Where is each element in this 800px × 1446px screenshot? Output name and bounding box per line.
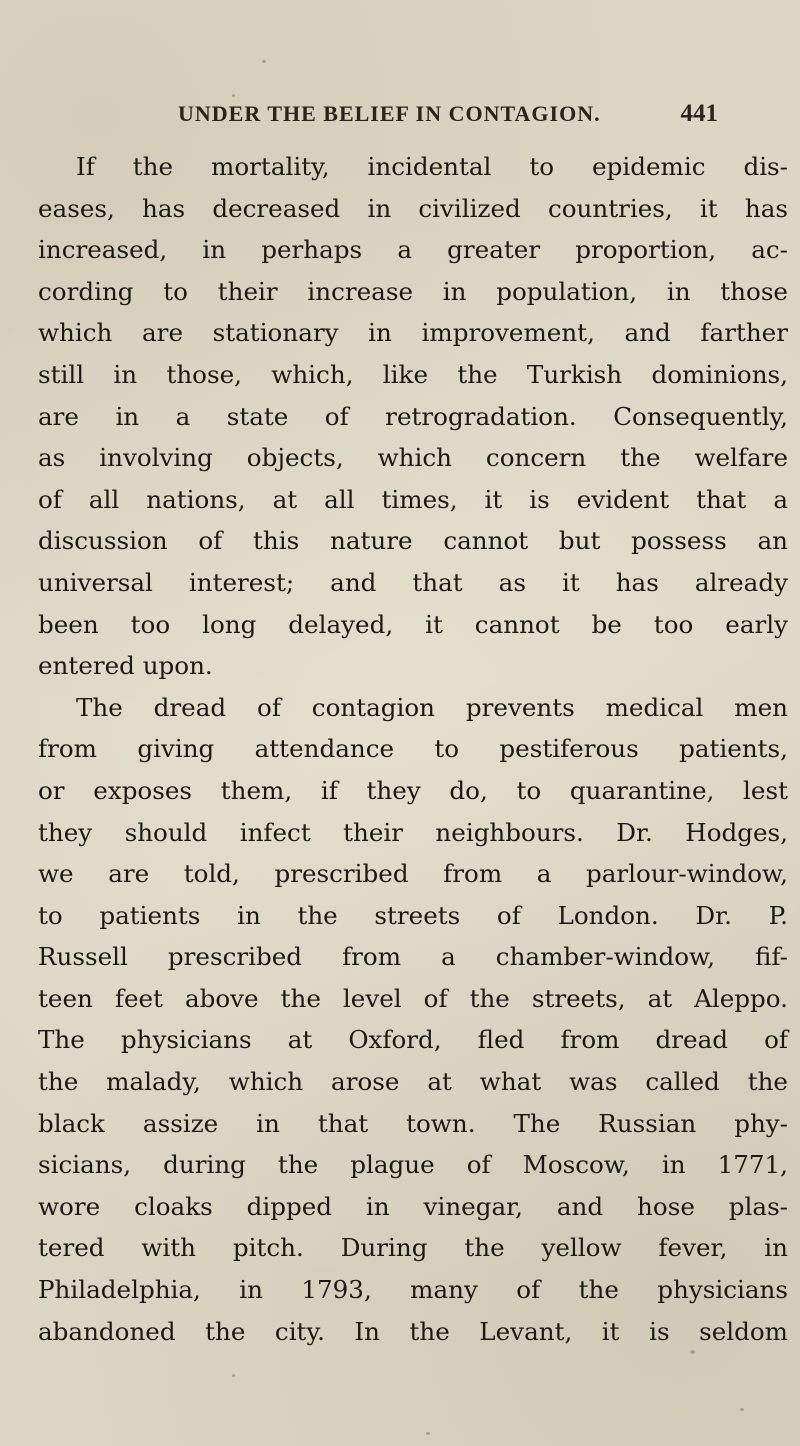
text-line: cording to their increase in population, in those	[38, 276, 788, 306]
text-line: they should infect their neighbours. Dr. Hodges,	[38, 817, 788, 847]
text-line: black assize in that town. The Russian phy-	[38, 1108, 788, 1138]
running-head	[178, 100, 718, 140]
text-line: entered upon.	[38, 651, 213, 681]
text-line: which are stationary in improvement, and farther	[38, 318, 788, 348]
text-line: sicians, during the plague of Moscow, in 1771,	[38, 1150, 788, 1180]
text-line: as involving objects, which concern the welfare	[38, 443, 788, 473]
text-line: Philadelphia, in 1793, many of the physicians	[38, 1275, 788, 1305]
text-line: eases, has decreased in civilized countries, it has	[38, 193, 788, 223]
text-line: still in those, which, like the Turkish dominions,	[38, 359, 788, 389]
page-number: 441	[680, 100, 718, 127]
text-line: to patients in the streets of London. Dr. P.	[38, 900, 788, 930]
body-text	[38, 146, 788, 1352]
text-line: are in a state of retrogradation. Consequently,	[38, 401, 788, 431]
text-line: universal interest; and that as it has already	[38, 567, 788, 597]
text-line: we are told, prescribed from a parlour-window,	[38, 859, 788, 889]
text-line: abandoned the city. In the Levant, it is seldom	[38, 1316, 788, 1346]
text-line: increased, in perhaps a greater proportion, ac-	[38, 235, 788, 265]
text-line: from giving attendance to pestiferous patients,	[38, 734, 788, 764]
paper-speck	[262, 60, 266, 63]
text-line: of all nations, at all times, it is evident that a	[38, 484, 788, 514]
text-line: tered with pitch. During the yellow fever, in	[38, 1233, 788, 1263]
text-line: the malady, which arose at what was called the	[38, 1067, 788, 1097]
text-line: Russell prescribed from a chamber-window, fif-	[38, 942, 788, 972]
text-line: The dread of contagion prevents medical men	[76, 692, 788, 722]
text-line: been too long delayed, it cannot be too early	[38, 609, 788, 639]
paper-speck	[740, 1408, 744, 1411]
text-line: or exposes them, if they do, to quarantine, lest	[38, 775, 788, 805]
paper-speck	[232, 1374, 235, 1377]
text-line: teen feet above the level of the streets, at Aleppo.	[38, 983, 788, 1013]
paper-speck	[690, 1350, 695, 1354]
text-line: discussion of this nature cannot but possess an	[38, 526, 788, 556]
text-line: The physicians at Oxford, fled from dread of	[38, 1025, 788, 1055]
text-line: wore cloaks dipped in vinegar, and hose plas-	[38, 1191, 788, 1221]
running-title: UNDER THE BELIEF IN CONTAGION.	[178, 101, 601, 126]
paper-speck	[426, 1432, 430, 1435]
text-line: If the mortality, incidental to epidemic dis-	[76, 152, 788, 181]
paper-speck	[232, 94, 235, 97]
